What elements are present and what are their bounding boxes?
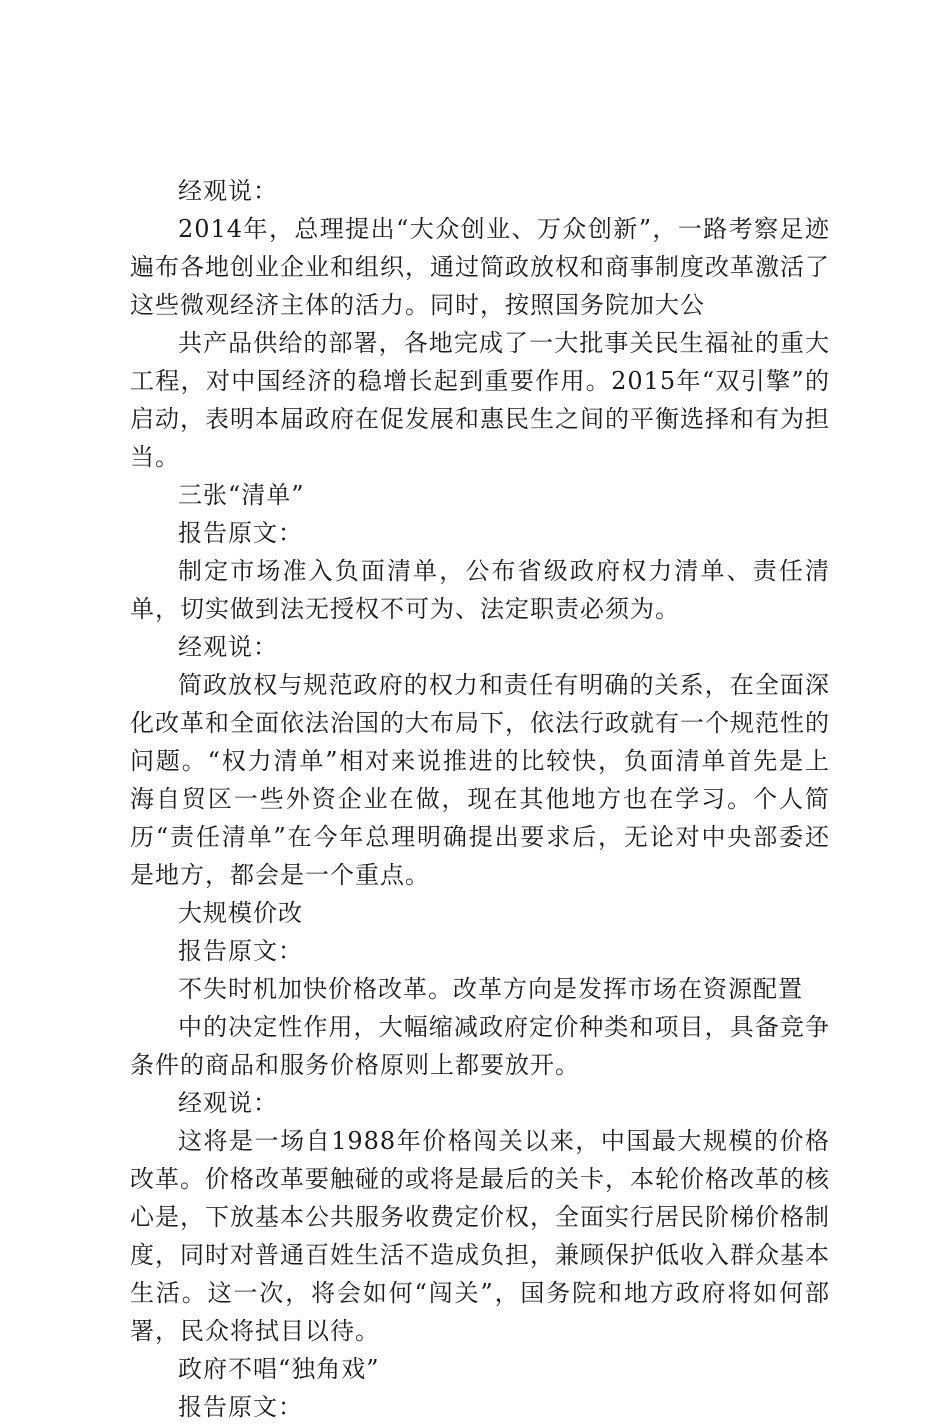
paragraph: 简政放权与规范政府的权力和责任有明确的关系，在全面深化改革和全面依法治国的大布局下，依法行政就有一个规范性的问题。“权力清单”相对来说推进的比较快，负面清单首先是上海自贸区一些外资企业在做，现在其他地方也在学习。个人简历“责任清单”在今年总理明确提出要求后，无论对中央部委还是地方，都会是一个重点。 [130, 671, 830, 889]
section-heading: 政府不唱“独角戏” [178, 1355, 380, 1383]
paragraph: 制定市场准入负面清单，公布省级政府权力清单、责任清单，切实做到法无授权不可为、法定职责必须为。 [130, 557, 830, 623]
section-label: 报告原文： [178, 519, 303, 547]
section-label: 经观说： [178, 633, 278, 661]
section-label: 报告原文： [178, 1393, 303, 1421]
paragraph: 不失时机加快价格改革。改革方向是发挥市场在资源配置 [178, 975, 803, 1003]
paragraph: 2014年，总理提出“大众创业、万众创新”，一路考察足迹遍布各地创业企业和组织，通过简政放权和商事制度改革激活了这些微观经济主体的活力。同时，按照国务院加大公 [130, 215, 830, 319]
section-label: 报告原文： [178, 937, 303, 965]
paragraph: 中的决定性作用，大幅缩减政府定价种类和项目，具备竞争条件的商品和服务价格原则上都要放开。 [130, 1013, 830, 1079]
section-heading: 大规模价改 [178, 899, 303, 927]
paragraph: 共产品供给的部署，各地完成了一大批事关民生福祉的重大工程，对中国经济的稳增长起到重要作用。2015年“双引擎”的启动，表明本届政府在促发展和惠民生之间的平衡选择和有为担当。 [130, 329, 830, 471]
section-label: 经观说： [178, 177, 278, 205]
paragraph: 这将是一场自1988年价格闯关以来，中国最大规模的价格改革。价格改革要触碰的或将是最后的关卡，本轮价格改革的核心是，下放基本公共服务收费定价权，全面实行居民阶梯价格制度，同时对普通百姓生活不造成负担，兼顾保护低收入群众基本生活。这一次，将会如何“闯关”，国务院和地方政府将如何部署，民众将拭目以待。 [130, 1127, 830, 1345]
section-label: 经观说： [178, 1089, 278, 1117]
document-body [130, 172, 830, 1426]
section-heading: 三张“清单” [178, 481, 305, 509]
